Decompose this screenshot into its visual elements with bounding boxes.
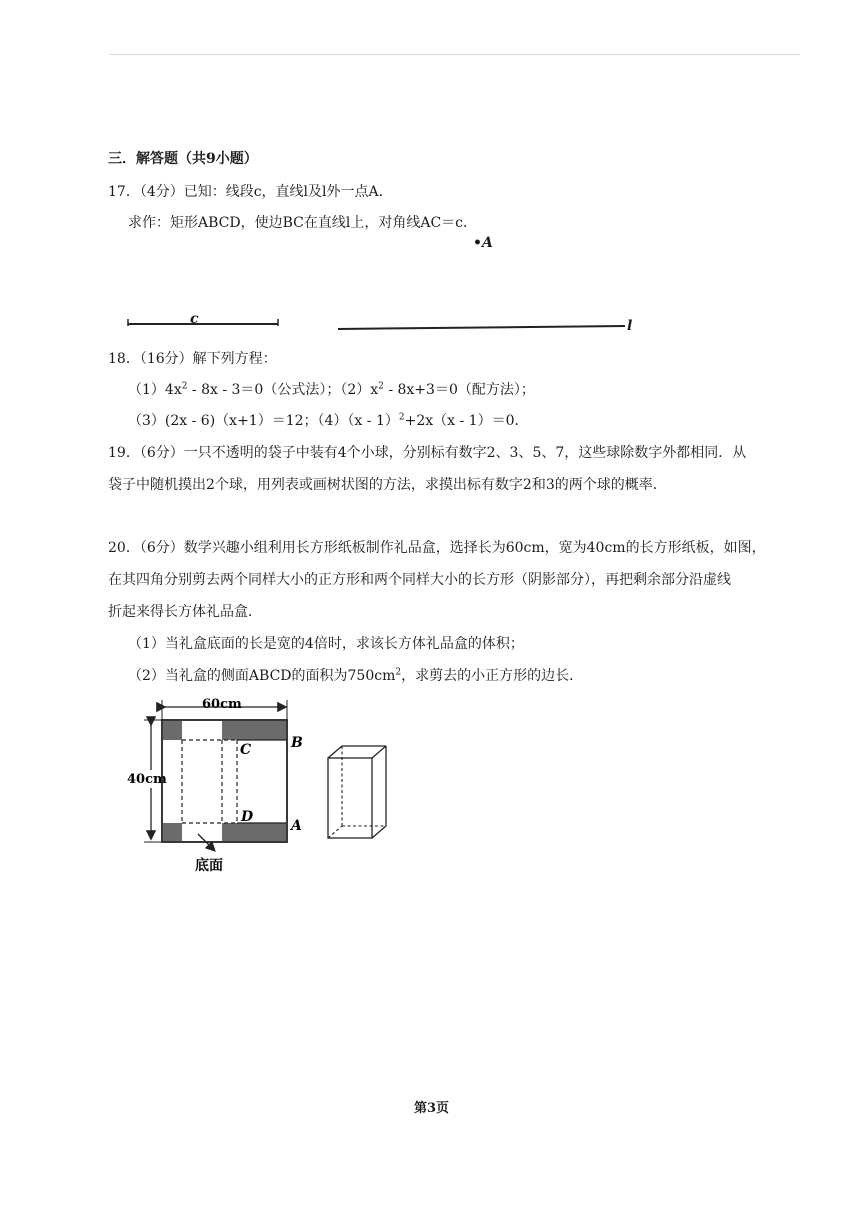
box-net-figure — [120, 690, 420, 880]
label-b: B — [291, 735, 303, 751]
cut-rect-bottom-right — [222, 823, 286, 841]
eq2-part-b: +2x（x - 1）＝0． — [404, 413, 529, 429]
q20-sub2-exp: 2 — [395, 667, 402, 678]
label-d: D — [241, 809, 254, 825]
eq1-part-c: - 8x+3＝0（配方法）； — [383, 382, 535, 398]
width-label: 60cm — [202, 697, 242, 712]
base-label: 底面 — [195, 858, 223, 874]
cuboid-hidden-edges — [328, 746, 386, 838]
eq1-part-b: - 8x - 3＝0（公式法）；（2）x — [187, 382, 379, 398]
line-l-label: l — [627, 318, 633, 334]
page-number: 第3页 — [414, 1101, 450, 1116]
cut-square-bottom-left — [163, 823, 182, 841]
q20-sub1: （1）当礼盒底面的长是宽的4倍时，求该长方体礼品盒的体积； — [128, 636, 524, 652]
eq1-part-a: （1）4x — [128, 382, 182, 398]
q17-line2: 求作：矩形ABCD，使边BC在直线l上，对角线AC＝c． — [128, 215, 477, 231]
label-a: A — [291, 818, 302, 834]
cut-square-top-left — [163, 721, 182, 740]
fold-lines — [182, 740, 237, 823]
cut-rect-top-right — [222, 721, 286, 740]
eq1-exp-b: 2 — [378, 381, 384, 392]
eq2-part-a: （3）(2x - 6)（x+1）＝12；（4）（x - 1） — [128, 413, 399, 429]
q20-sub2-part-b: ，求剪去的小正方形的边长． — [401, 668, 584, 684]
q17-figure — [120, 308, 650, 338]
q20-line1: 20．（6分）数学兴趣小组利用长方形纸板制作礼品盒，选择长为60cm，宽为40cm的长方形纸板，如图， — [108, 540, 766, 556]
q19-line2: 袋子中随机摸出2个球，用列表或画树状图的方法，求摸出标有数字2和3的两个球的概率． — [108, 477, 667, 493]
q20-line3: 折起来得长方体礼品盒． — [108, 604, 262, 620]
line-l — [338, 326, 625, 329]
section-title: 三．解答题（共9小题） — [108, 151, 258, 167]
q17-line1: 17．（4分）已知：线段c，直线l及l外一点A． — [108, 184, 393, 200]
height-label: 40cm — [127, 772, 167, 787]
eq2-exp-a: 2 — [398, 412, 405, 423]
q18-equations-1-2 — [128, 379, 535, 399]
header-rule — [110, 54, 800, 55]
segment-c-label: c — [190, 311, 199, 327]
q20-sub2 — [128, 665, 583, 685]
label-c: C — [240, 742, 252, 758]
q18-equations-3-4 — [128, 410, 528, 430]
q19-line1: 19．（6分）一只不透明的袋子中装有4个小球，分别标有数字2、3、5、7，这些球除数字外都相同．从 — [108, 445, 747, 461]
cuboid-sketch — [328, 746, 386, 838]
q18-line1: 18．（16分）解下列方程： — [108, 351, 277, 367]
q20-sub2-part-a: （2）当礼盒的侧面ABCD的面积为750cm — [128, 668, 396, 684]
eq1-exp-a: 2 — [181, 381, 188, 392]
q20-line2: 在其四角分别剪去两个同样大小的正方形和两个同样大小的长方形（阴影部分），再把剩余部分沿虚线 — [108, 572, 731, 588]
point-a-label: •A — [473, 235, 493, 251]
